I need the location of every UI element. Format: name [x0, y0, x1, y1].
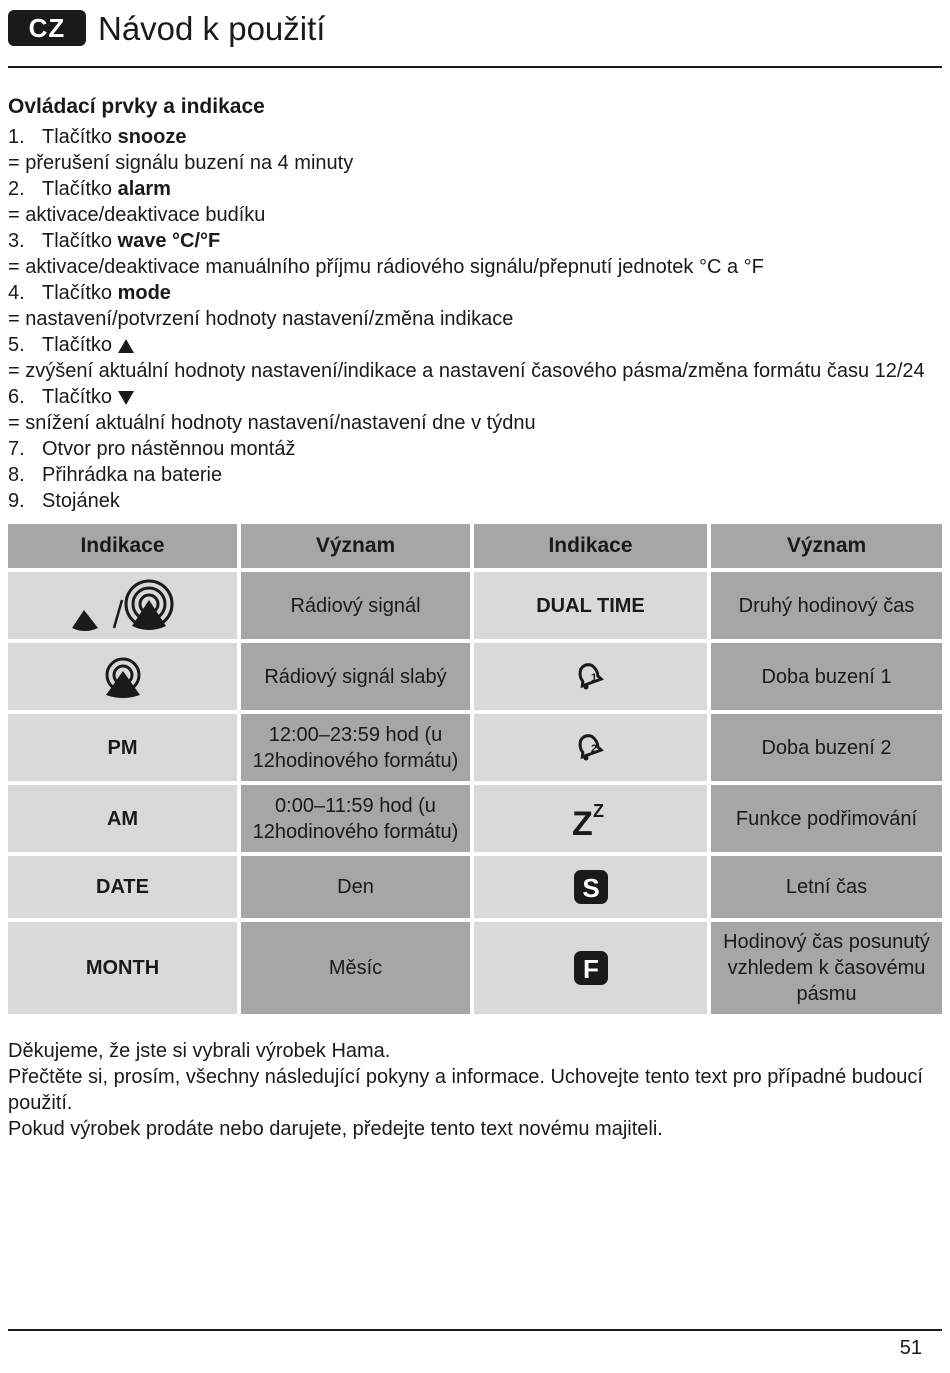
button-name: mode [117, 282, 171, 304]
button-name: alarm [117, 178, 171, 200]
svg-text:S: S [581, 873, 600, 903]
page-number: 51 [899, 1337, 922, 1359]
meaning-cell: Hodinový čas posunutý vzhledem k časovému pásmu [711, 922, 942, 1018]
meaning-cell: Doba buzení 2 [711, 714, 942, 785]
item-number: 6. [8, 386, 25, 408]
table-row [8, 714, 942, 785]
indicator-cell [474, 922, 711, 1018]
indicator-cell: PM [8, 714, 241, 785]
meaning-cell: Rádiový signál slabý [241, 643, 474, 714]
item-label: Tlačítko [42, 334, 113, 356]
list-item [8, 280, 942, 306]
list-item [8, 384, 942, 410]
item-number: 1. [8, 126, 25, 148]
alarm-bell-1-icon [577, 663, 605, 691]
item-description: = aktivace/deaktivace manuálního příjmu rádiového signálu/přepnutí jednotek °C a °F [8, 256, 764, 278]
meaning-cell: Doba buzení 1 [711, 643, 942, 714]
indicator-table [8, 524, 942, 1018]
table-row [8, 643, 942, 714]
list-item [8, 176, 942, 202]
indicator-cell: DUAL TIME [474, 572, 711, 643]
page-header [8, 8, 942, 68]
item-number: 2. [8, 178, 25, 200]
meaning-cell: 0:00–11:59 hod (u 12hodinového formátu) [241, 785, 474, 856]
snooze-zz-icon [571, 799, 611, 839]
indicator-cell [474, 714, 711, 785]
meaning-cell: Rádiový signál [241, 572, 474, 643]
item-label: Tlačítko [42, 386, 113, 408]
indicator-cell [474, 785, 711, 856]
radio-signal-icon [68, 578, 178, 634]
indicator-cell: AM [8, 785, 241, 856]
list-item [8, 228, 942, 254]
item-description: = přerušení signálu buzení na 4 minuty [8, 152, 354, 174]
footer-divider [8, 1329, 942, 1331]
alarm-bell-2-icon [577, 734, 605, 762]
table-row [8, 922, 942, 1018]
section-title: Ovládací prvky a indikace [8, 95, 265, 118]
table-row [8, 785, 942, 856]
item-description: = aktivace/deaktivace budíku [8, 204, 266, 226]
item-number: 4. [8, 282, 25, 304]
up-arrow-icon [118, 339, 134, 353]
indicator-cell [8, 643, 241, 714]
meaning-cell: Den [241, 856, 474, 922]
indicator-cell: MONTH [8, 922, 241, 1018]
closing-line: Děkujeme, že jste si vybrali výrobek Hama. [8, 1040, 391, 1062]
weak-signal-icon [103, 655, 143, 699]
page-title: Návod k použití [98, 10, 326, 47]
svg-text:Z: Z [571, 804, 593, 839]
column-header: Význam [241, 524, 474, 572]
item-description: = nastavení/potvrzení hodnoty nastavení/změna indikace [8, 308, 514, 330]
indicator-cell: DATE [8, 856, 241, 922]
header-divider [8, 66, 942, 68]
list-item [8, 488, 942, 514]
meaning-cell: Funkce podřimování [711, 785, 942, 856]
item-number: 5. [8, 334, 25, 356]
language-badge: CZ [8, 10, 86, 46]
item-label: Tlačítko [42, 178, 118, 200]
item-label: Stojánek [42, 490, 120, 512]
item-label: Otvor pro nástěnnou montáž [42, 438, 296, 460]
list-item [8, 332, 942, 358]
list-item [8, 462, 942, 488]
meaning-cell: Letní čas [711, 856, 942, 922]
svg-text:2: 2 [590, 742, 597, 755]
indicator-cell [474, 856, 711, 922]
summer-time-s-icon [573, 869, 609, 905]
time-zone-f-icon [573, 950, 609, 986]
item-label: Přihrádka na baterie [42, 464, 223, 486]
indicator-cell [474, 643, 711, 714]
meaning-cell: Měsíc [241, 922, 474, 1018]
item-number: 9. [8, 490, 25, 512]
item-label: Tlačítko [42, 126, 118, 148]
svg-text:1: 1 [590, 671, 597, 684]
table-header-row [8, 524, 942, 572]
item-description: = zvýšení aktuální hodnoty nastavení/indikace a nastavení časového pásma/změna formátu času 12/24 [8, 360, 925, 382]
indicator-cell [8, 572, 241, 643]
item-number: 7. [8, 438, 25, 460]
column-header: Indikace [8, 524, 241, 572]
closing-line: Přečtěte si, prosím, všechny následující pokyny a informace. Uchovejte tento text pro případné budoucí použití. [8, 1066, 923, 1114]
svg-text:Z: Z [592, 800, 604, 821]
button-name: snooze [117, 126, 187, 148]
down-arrow-icon [118, 391, 134, 405]
svg-text:F: F [582, 954, 599, 984]
item-number: 8. [8, 464, 25, 486]
controls-section [8, 94, 942, 514]
item-number: 3. [8, 230, 25, 252]
button-name: wave °C/°F [117, 230, 221, 252]
item-description: = snížení aktuální hodnoty nastavení/nastavení dne v týdnu [8, 412, 536, 434]
table-row [8, 856, 942, 922]
item-label: Tlačítko [42, 282, 118, 304]
column-header: Indikace [474, 524, 711, 572]
meaning-cell: Druhý hodinový čas [711, 572, 942, 643]
meaning-cell: 12:00–23:59 hod (u 12hodinového formátu) [241, 714, 474, 785]
closing-line: Pokud výrobek prodáte nebo darujete, předejte tento text novému majiteli. [8, 1118, 663, 1140]
table-row [8, 572, 942, 643]
closing-text [8, 1038, 948, 1142]
column-header: Význam [711, 524, 942, 572]
list-item [8, 436, 942, 462]
item-label: Tlačítko [42, 230, 118, 252]
list-item [8, 124, 942, 150]
